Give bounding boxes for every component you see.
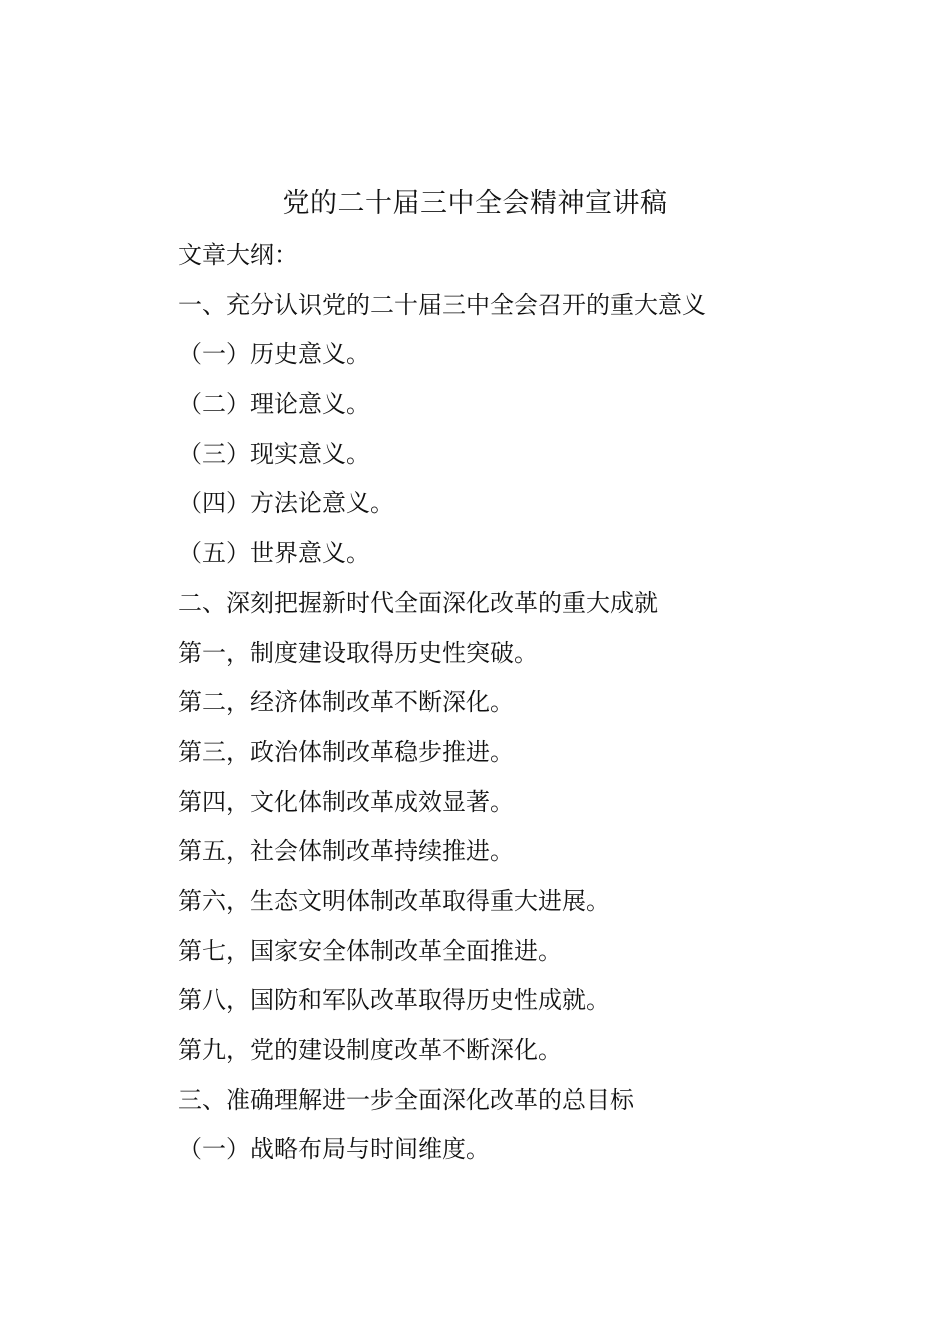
outline-list bbox=[178, 235, 878, 1179]
list-item: 第四，文化体制改革成效显著。 bbox=[178, 787, 514, 816]
section-heading: 二、深刻把握新时代全面深化改革的重大成就 bbox=[178, 588, 658, 617]
list-item: 第一，制度建设取得历史性突破。 bbox=[178, 638, 538, 667]
outline-heading: 文章大纲： bbox=[178, 241, 298, 269]
document-title: 党的二十届三中全会精神宣讲稿 bbox=[282, 188, 668, 219]
list-item: 第三，政治体制改革稳步推进。 bbox=[178, 737, 514, 766]
list-item: （五）世界意义。 bbox=[178, 539, 370, 568]
list-item: 第七，国家安全体制改革全面推进。 bbox=[178, 936, 562, 965]
list-item: （一）历史意义。 bbox=[178, 340, 370, 369]
section-heading: 三、准确理解进一步全面深化改革的总目标 bbox=[178, 1085, 634, 1114]
list-item: （三）现实意义。 bbox=[178, 439, 370, 468]
list-item: 第八，国防和军队改革取得历史性成就。 bbox=[178, 986, 610, 1015]
list-item: 第五，社会体制改革持续推进。 bbox=[178, 837, 514, 866]
list-item: 第六，生态文明体制改革取得重大进展。 bbox=[178, 886, 610, 915]
list-item: （二）理论意义。 bbox=[178, 390, 370, 419]
section-heading: 一、充分认识党的二十届三中全会召开的重大意义 bbox=[178, 290, 706, 319]
list-item: （一）战略布局与时间维度。 bbox=[178, 1135, 490, 1164]
list-item: 第二，经济体制改革不断深化。 bbox=[178, 688, 514, 717]
list-item: 第九，党的建设制度改革不断深化。 bbox=[178, 1036, 562, 1064]
list-item: （四）方法论意义。 bbox=[178, 489, 394, 518]
